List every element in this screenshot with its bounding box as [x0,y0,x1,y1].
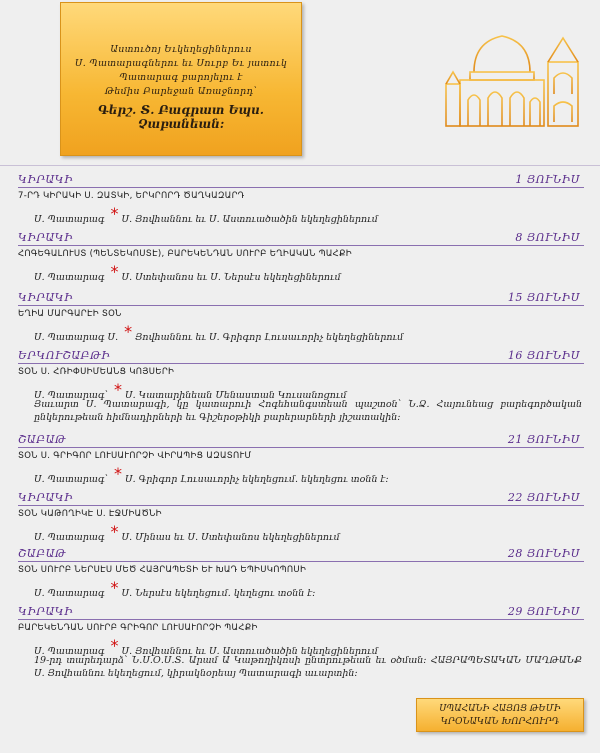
entry-date: 8 ՅՈՒՆԻՍ [515,231,580,244]
asterisk-icon: * [110,636,119,655]
entry-date: 16 ՅՈՒՆԻՍ [507,349,580,362]
entry-feast: ՏՕՆ ՍՈՒՐԲ ՆԵՐՍԷՍ ՄԵԾ ՀԱՅՐԱՊԵՏԻ ԵՒ ԽԱԴ ԵՊԻՍԿՈՊՈՍԻ [18,565,307,575]
top-divider [0,165,600,166]
schedule-entry [18,290,584,343]
entry-day: ԵՐԿՈՒՇԱԲԹԻ [18,349,111,362]
entry-date: 29 ՅՈՒՆԻՍ [507,605,580,618]
service-churches: Ս. Յովհաննու եւ Ս. Աստուածածին եկեղեցիներում [121,214,378,225]
entry-service [34,522,584,543]
footer-line-1: ՍՊԱՀԱՆԻ ՀԱՅՈՑ ԹԵՄԻ [439,704,561,714]
entry-feast: ՏՕՆ ԿԱԹՈՂԻԿԷ Ս. ԷՋՄԻԱԾՆԻ [18,509,162,519]
schedule-entry [18,172,584,225]
service-churches: Ս. Յովհաննու եւ Ս. Աստուածածին եկեղեցիներում [121,646,378,657]
entry-feast: ՏՕՆ Ս. ՀՌԻՓՍԻՄԵԱՆՑ ԿՈՅՍԵՐԻ [18,367,175,377]
schedule-entry [18,546,584,599]
schedule-entry [18,348,584,424]
entry-service [34,380,584,401]
entry-date: 28 ՅՈՒՆԻՍ [507,547,580,560]
entry-service [34,322,584,343]
header-line-4: Թեմիս Բարեջան Առաջնորդ՝ [104,86,258,97]
entry-divider [18,447,584,448]
service-churches: Յովհաննու եւ Ս. Գրիգոր Լուսաւորիչ եկեղեցիներում [135,332,404,343]
entry-date: 1 ՅՈՒՆԻՍ [515,173,580,186]
schedule-entry [18,230,584,283]
service-churches: Ս. Գրիգոր Լուսաւորիչ եկեղեցում. եկեղեցու տօնն է: [125,474,389,485]
service-liturgy: Ս. Պատարագ [34,532,105,543]
entry-day: ԿԻՐԱԿԻ [18,173,74,186]
service-liturgy: Ս. Պատարագ՝ [34,390,108,401]
service-liturgy: Ս. Պատարագ՝ [34,474,108,485]
entry-divider [18,505,584,506]
entry-note: Յաւարտ Ս. Պատարագի, կը կատարուի Հոգեհանգստեան պաշտօն՝ Ն.Ձ. Հայունեաց բարեգործական ընկերութեան հիմնադիրների եւ Գիշերօթիկի բարերարների յիշատակին: [34,399,582,423]
entry-day: ՇԱԲԱԹ [18,547,67,560]
service-liturgy: Ս. Պատարագ [34,272,105,283]
entry-service [34,262,584,283]
header-line-3: Պատարագ բարոյելու է [119,72,243,83]
asterisk-icon: * [124,322,133,341]
entry-divider [18,305,584,306]
entry-feast: 7-ՐԴ ԿԻՐԱԿԻ Ս. ԶԱՏԿԻ, ԵՐԿՐՈՐԴ ԾԱՂԿԱԶԱՐԴ [18,191,245,201]
asterisk-icon: * [110,262,119,281]
service-churches: Ս. Կատարինեան Մենաստան Կուսանոցում [125,390,347,401]
footer-line-2: ԿՐՕՆԱԿԱՆ ԽՈՐՀՈՒՐԴ [440,717,560,727]
entry-date: 21 ՅՈՒՆԻՍ [507,433,580,446]
entry-feast: ՀՈԳԵԳԱԼՈՒՍՏ (ՊԵՆՏԵԿՈՍՏԷ), ԲԱՐԵԿԵՆԴԱՆ ՍՈՒՐԲ ԵՂԻԱԿԱՆ ՊԱՀՔԻ [18,249,352,259]
entry-day: ԿԻՐԱԿԻ [18,605,74,618]
asterisk-icon: * [110,204,119,223]
entry-divider [18,561,584,562]
entry-day: ԿԻՐԱԿԻ [18,231,74,244]
asterisk-icon: * [114,380,122,399]
asterisk-icon: * [110,578,119,597]
header-line-1: Աստուծոյ Եւկեղեցիներուս [110,44,252,55]
header-banner [60,2,302,156]
entry-divider [18,619,584,620]
entry-feast: ԲԱՐԵԿԵՆԴԱՆ ՍՈՒՐԲ ԳՐԻԳՈՐ ԼՈՒՍԱՒՈՐՉԻ ՊԱՀՔԻ [18,623,258,633]
service-churches: Ս. Մինաս եւ Ս. Ստեփանոս եկեղեցիներում [121,532,340,543]
schedule-entry [18,604,584,680]
asterisk-icon: * [110,522,119,541]
entry-note: 19-րդ տարեդարձ՝ Ն.Ս.Օ.Ս.Տ. Արամ Ա Կաթողիկոսի ընտրութեան եւ օծման: ՀԱՅՐԱՊԵՏԱԿԱՆ ՄԱՂԹԱՆՔ Ս. Յովհաննու եկեղեցում, կիրակնօրեայ Պատարագի աւարտին: [34,655,582,679]
entry-service [34,204,584,225]
service-liturgy: Ս. Պատարագ [34,214,105,225]
entry-day: ԿԻՐԱԿԻ [18,291,74,304]
footer-signature-box [416,698,584,732]
entry-day: ՇԱԲԱԹ [18,433,67,446]
service-churches: Ս. Ստեփանոս եւ Ս. Ներսէս եկեղեցիներում [121,272,341,283]
schedule-entry [18,432,584,485]
service-churches: Ս. Ներսէս եկեղեցում. կեղեցու տօնն է: [121,588,316,599]
asterisk-icon: * [114,464,122,483]
entry-day: ԿԻՐԱԿԻ [18,491,74,504]
entry-date: 15 ՅՈՒՆԻՍ [507,291,580,304]
entry-feast: ՏՕՆ Ս. ԳՐԻԳՈՐ ԼՈՒՍԱՒՈՐՉԻ ՎԻՐԱՊԻՑ ԱԶԱՏՈՒՄ [18,451,252,461]
church-illustration-icon [440,14,590,132]
bishop-name: Գերշ. Տ. Բագրատ Եպս. Չաբանեան: [98,103,264,131]
entry-divider [18,245,584,246]
entry-divider [18,363,584,364]
header-line-2: Ս. Պատարագներու եւ Սուրբ Եւ յատուկ [74,58,288,69]
entry-service [34,578,584,599]
entry-service [34,636,584,657]
entry-service [34,464,584,485]
entry-divider [18,187,584,188]
entry-date: 22 ՅՈՒՆԻՍ [507,491,580,504]
service-liturgy: Ս. Պատարագ [34,588,105,599]
entry-feast: ԵՂԻԱ ՄԱՐԳԱՐԷԻ ՏՕՆ [18,309,122,319]
service-liturgy: Ս. Պատարագ [34,646,105,657]
service-liturgy: Ս. Պատարագ Ս. [34,332,119,343]
schedule-entry [18,490,584,543]
